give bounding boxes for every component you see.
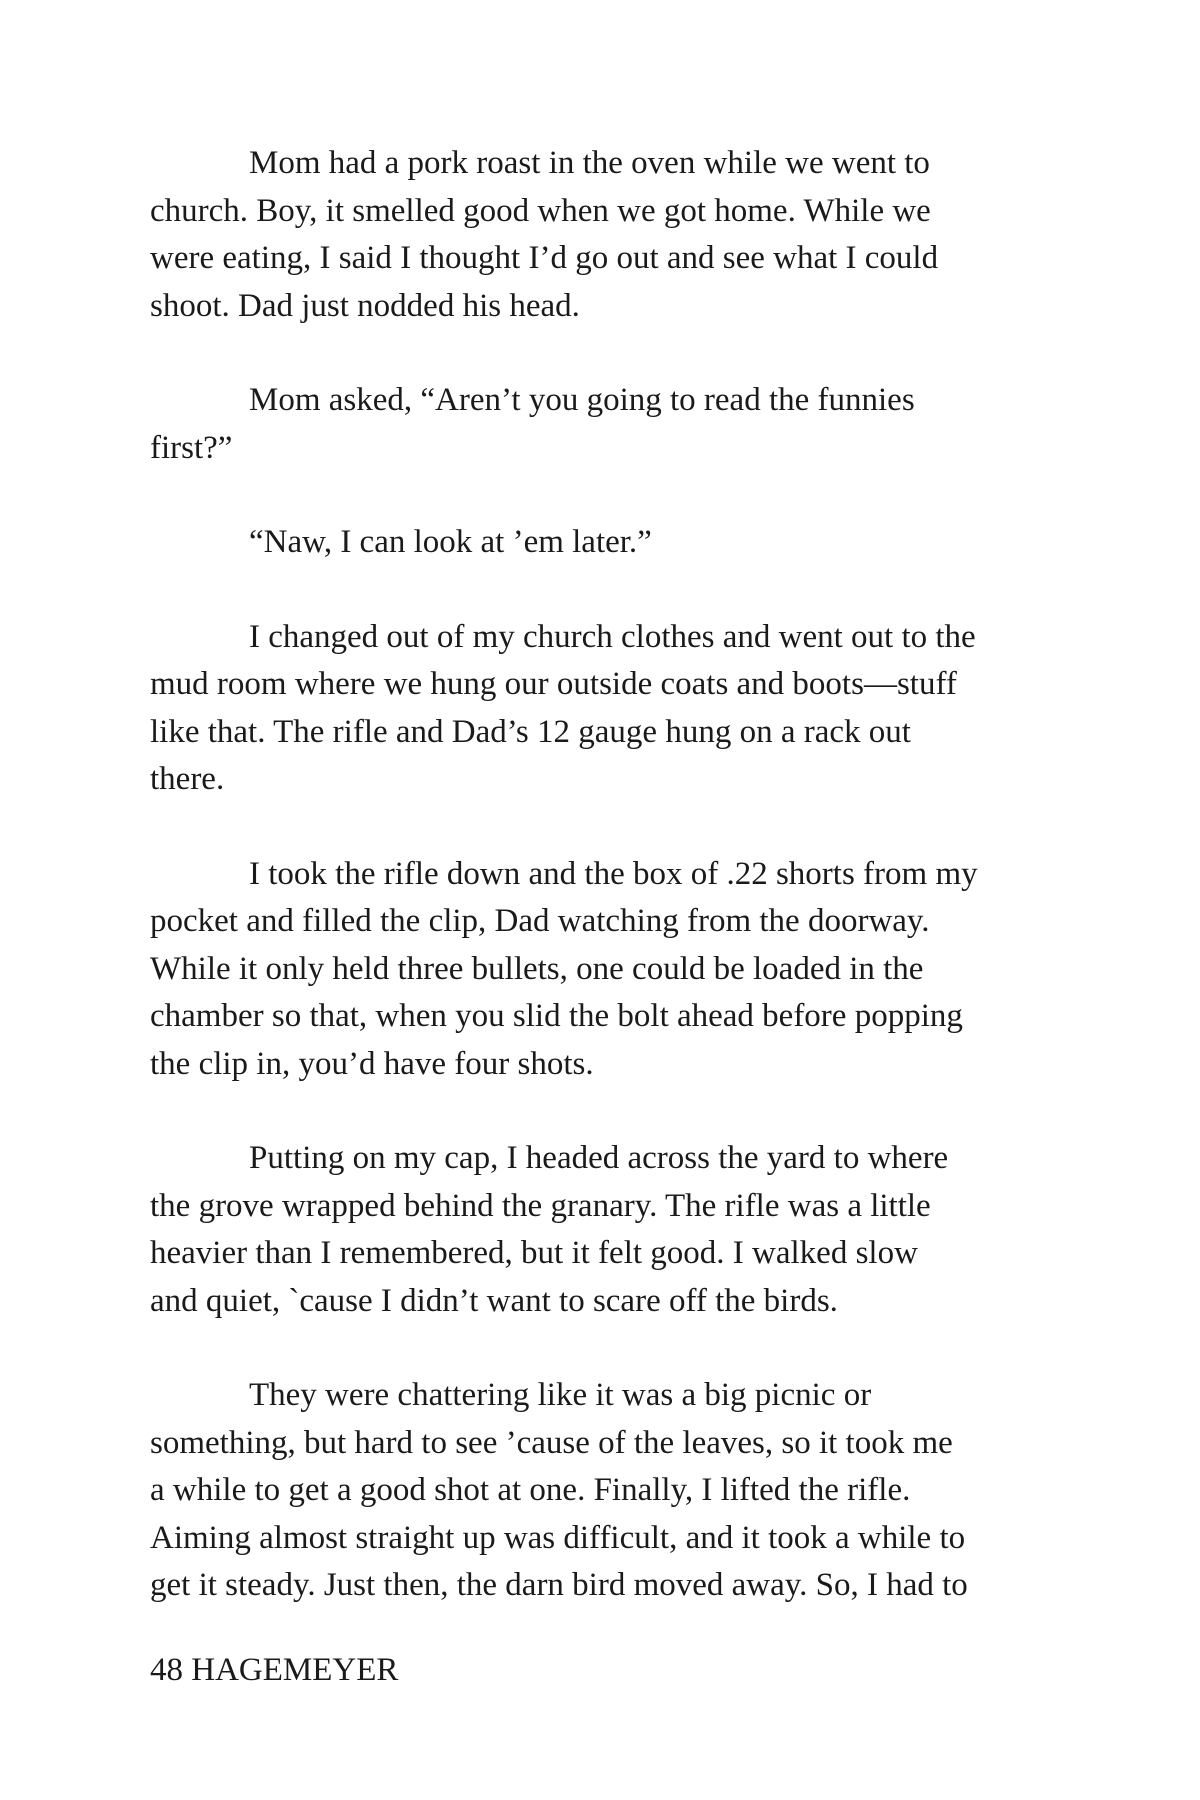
text-line: get it steady. Just then, the darn bird moved away. So, I had to xyxy=(150,1567,968,1603)
running-head-author: HAGEMEYER xyxy=(191,1652,399,1688)
text-line: there. xyxy=(150,761,225,797)
text-line: Mom had a pork roast in the oven while we went to xyxy=(249,145,930,181)
text-line: They were chattering like it was a big picnic or xyxy=(249,1377,872,1413)
text-line: the grove wrapped behind the granary. The rifle was a little xyxy=(150,1187,931,1224)
text-line: the clip in, you’d have four shots. xyxy=(150,1045,594,1082)
text-line: like that. The rifle and Dad’s 12 gauge hung on a rack out xyxy=(150,713,911,750)
text-line: I changed out of my church clothes and went out to the xyxy=(249,618,976,655)
paragraph-2 xyxy=(150,377,1050,472)
text-line: Aiming almost straight up was difficult, and it took a while to xyxy=(150,1519,966,1556)
text-line: shoot. Dad just nodded his head. xyxy=(150,287,580,324)
page-number: 48 xyxy=(150,1652,183,1688)
text-line: Putting on my cap, I headed across the yard to where xyxy=(249,1140,949,1176)
text-line: “Naw, I can look at ’em later.” xyxy=(249,524,652,560)
paragraph-6 xyxy=(150,1135,1050,1325)
paragraph-5 xyxy=(150,851,1050,1089)
paragraph-4 xyxy=(150,614,1050,804)
text-line: I took the rifle down and the box of .22 shorts from my xyxy=(249,855,978,892)
page-body xyxy=(150,140,1050,1657)
text-line: heavier than I remembered, but it felt good. I walked slow xyxy=(150,1235,918,1271)
text-line: something, but hard to see ’cause of the leaves, so it took me xyxy=(150,1424,953,1461)
text-line: church. Boy, it smelled good when we got home. While we xyxy=(150,192,931,229)
paragraph-1 xyxy=(150,140,1050,330)
text-line: were eating, I said I thought I’d go out and see what I could xyxy=(150,240,939,276)
page-footer xyxy=(150,1650,398,1690)
text-line: chamber so that, when you slid the bolt ahead before popping xyxy=(150,998,963,1034)
paragraph-3 xyxy=(150,519,1050,567)
text-line: Mom asked, “Aren’t you going to read the funnies xyxy=(249,382,915,418)
text-line: While it only held three bullets, one could be loaded in the xyxy=(150,950,924,987)
text-line: pocket and filled the clip, Dad watching from the doorway. xyxy=(150,903,930,939)
text-line: first?” xyxy=(150,429,233,466)
text-line: a while to get a good shot at one. Finally, I lifted the rifle. xyxy=(150,1472,911,1508)
paragraph-7 xyxy=(150,1372,1050,1610)
text-line: and quiet, `cause I didn’t want to scare off the birds. xyxy=(150,1282,838,1319)
text-line: mud room where we hung our outside coats and boots—stuff xyxy=(150,666,957,702)
